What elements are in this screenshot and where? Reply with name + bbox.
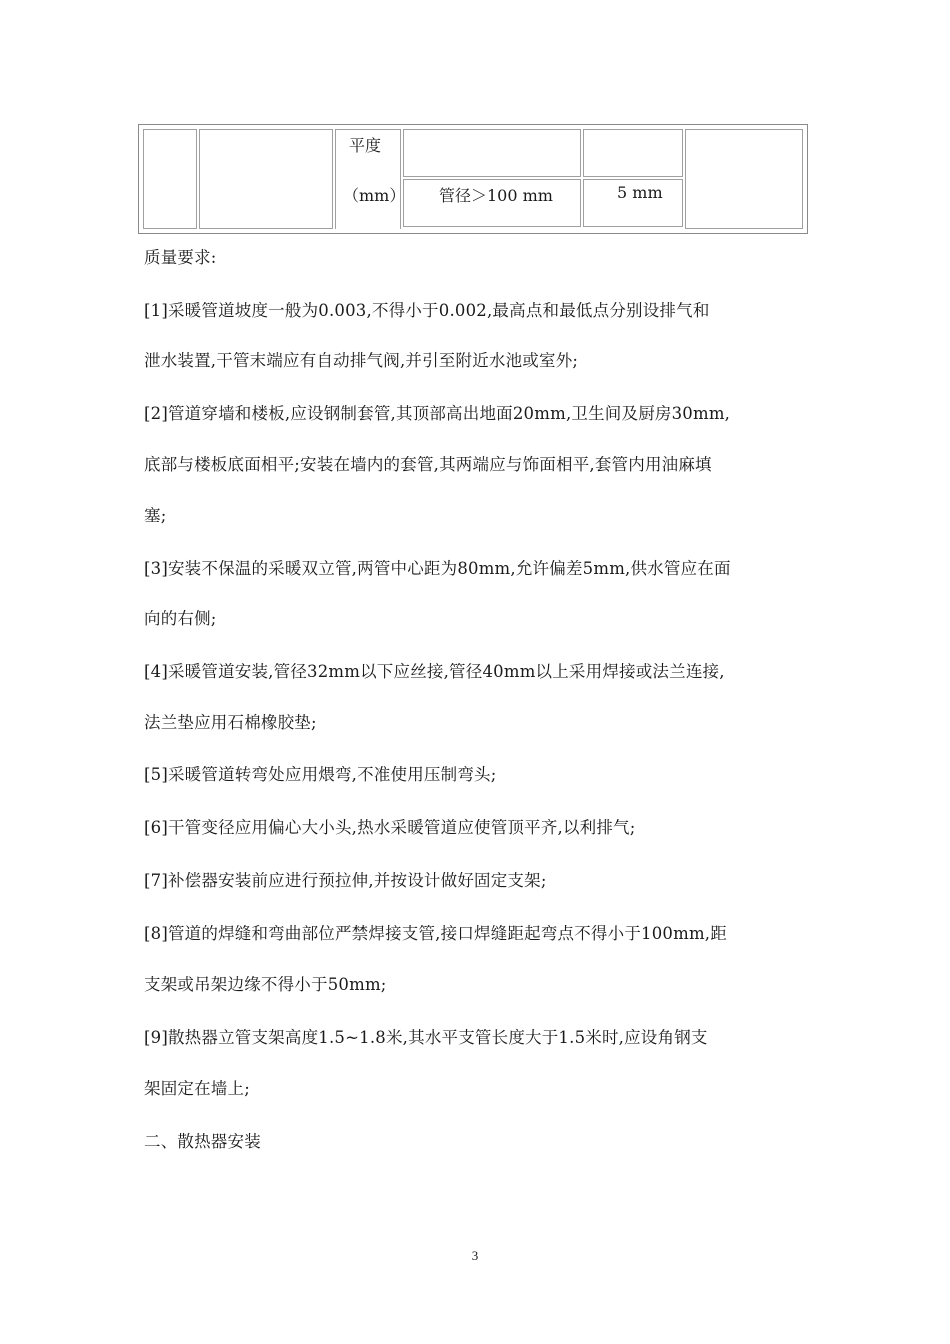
body-line: [8]管道的焊缝和弯曲部位严禁焊接支管,接口焊缝距起弯点不得小于100mm,距	[144, 924, 727, 943]
body-line: [5]采暖管道转弯处应用煨弯,不准使用压制弯头;	[144, 765, 497, 784]
body-line: [9]散热器立管支架高度1.5~1.8米,其水平支管长度大于1.5米时,应设角钢支	[144, 1028, 708, 1047]
body-line: [3]安装不保温的采暖双立管,两管中心距为80mm,允许偏差5mm,供水管应在面	[144, 559, 731, 578]
section-heading: 二、散热器安装	[144, 1132, 261, 1151]
page-number: 3	[471, 1248, 479, 1263]
table-label-flatness: 平度	[349, 136, 382, 155]
body-line: 法兰垫应用石棉橡胶垫;	[144, 713, 317, 732]
body-line: [1]采暖管道坡度一般为0.003,不得小于0.002,最高点和最低点分别设排气和	[144, 301, 710, 320]
section-label: 质量要求:	[144, 248, 217, 267]
body-line: [2]管道穿墙和楼板,应设钢制套管,其顶部高出地面20mm,卫生间及厨房30mm,	[144, 404, 731, 423]
table-cell	[143, 129, 197, 229]
table-cell	[403, 129, 581, 177]
body-line: [7]补偿器安装前应进行预拉伸,并按设计做好固定支架;	[144, 871, 547, 890]
table-cell	[199, 129, 333, 229]
body-line: 支架或吊架边缘不得小于50mm;	[144, 975, 387, 994]
table-label-unit: （mm）	[343, 186, 406, 205]
body-line: 向的右侧;	[144, 609, 217, 628]
spec-table	[138, 124, 808, 234]
body-line: 架固定在墙上;	[144, 1079, 250, 1098]
body-line: [6]干管变径应用偏心大小头,热水采暖管道应使管顶平齐,以利排气;	[144, 818, 636, 837]
body-line: 塞;	[144, 506, 167, 525]
table-cell	[583, 129, 683, 177]
table-label-pipe-diameter: 管径＞100 mm	[439, 186, 553, 205]
table-value-tolerance: 5 mm	[617, 183, 663, 202]
body-line: [4]采暖管道安装,管径32mm以下应丝接,管径40mm以上采用焊接或法兰连接,	[144, 662, 725, 681]
table-cell	[685, 129, 803, 229]
body-line: 泄水装置,干管末端应有自动排气阀,并引至附近水池或室外;	[144, 351, 579, 370]
body-line: 底部与楼板底面相平;安装在墙内的套管,其两端应与饰面相平,套管内用油麻填	[144, 455, 712, 474]
